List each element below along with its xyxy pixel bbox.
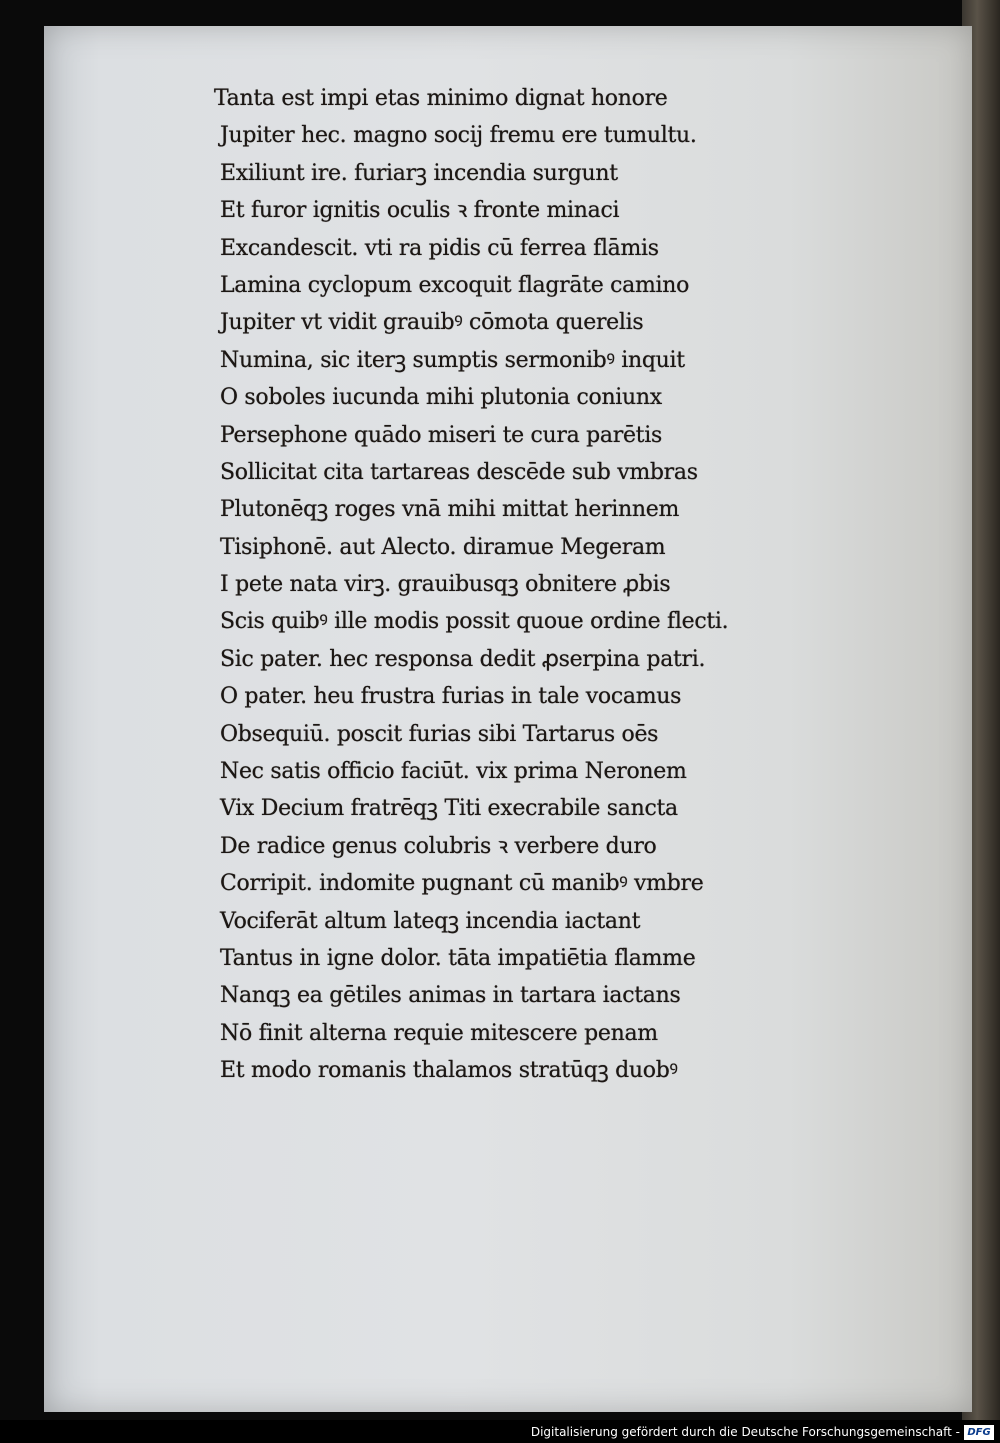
footer-bar <box>0 1420 1000 1443</box>
verse-line-7: Jupiter vt vidit grauibꝰ cōmota querelis <box>220 310 644 336</box>
verse-line-17: O pater. heu frustra furias in tale vocamus <box>220 684 682 710</box>
verse-line-3: Exiliunt ire. furiarꝫ incendia surgunt <box>220 160 618 186</box>
verse-line-14: I pete nata virꝫ. grauibusqꝫ obnitere ꝓbis <box>220 572 671 598</box>
verse-line-11: Sollicitat cita tartareas descēde sub vmbras <box>220 459 698 485</box>
verse-line-10: Persephone quādo miseri te cura parētis <box>220 422 662 448</box>
verse-line-2: Jupiter hec. magno socij fremu ere tumultu. <box>220 123 697 149</box>
verse-line-27: Et modo romanis thalamos stratūqꝫ duobꝰ <box>220 1058 678 1084</box>
verse-line-15: Scis quibꝰ ille modis possit quoue ordine flecti. <box>220 609 729 635</box>
funding-credit: Digitalisierung gefördert durch die Deutsche Forschungsgemeinschaft - <box>530 1425 960 1439</box>
verse-line-22: Corripit. indomite pugnant cū manibꝰ vmbre <box>220 871 704 897</box>
verse-line-13: Tisiphonē. aut Alecto. diramue Megeram <box>220 534 666 560</box>
verse-line-21: De radice genus colubris ꝛ verbere duro <box>220 833 657 859</box>
text-block <box>212 80 772 1090</box>
verse-line-20: Vix Decium fratrēqꝫ Titi execrabile sancta <box>220 796 678 822</box>
verse-line-5: Excandescit. vti ra pidis cū ferrea flāmis <box>220 235 659 261</box>
verse-line-19: Nec satis officio faciūt. vix prima Neronem <box>220 759 687 785</box>
verse-line-6: Lamina cyclopum excoquit flagrāte camino <box>220 272 690 298</box>
verse-line-9: O soboles iucunda mihi plutonia coniunx <box>220 385 662 411</box>
verse-line-26: Nō finit alterna requie mitescere penam <box>220 1020 658 1046</box>
verse-line-8: Numina, sic iterꝫ sumptis sermonibꝰ inquit <box>220 347 685 373</box>
verse-line-1: Tanta est impi etas minimo dignat honore <box>214 86 668 111</box>
verse-line-12: Plutonēqꝫ roges vnā mihi mittat herinnem <box>220 497 680 523</box>
verse-line-23: Vociferāt altum lateqꝫ incendia iactant <box>220 908 641 934</box>
verse-line-24: Tantus in igne dolor. tāta impatiētia flamme <box>220 945 696 971</box>
verse-line-4: Et furor ignitis oculis ꝛ fronte minaci <box>220 198 620 224</box>
verse-line-18: Obsequiū. poscit furias sibi Tartarus oēs <box>220 721 659 747</box>
verse-line-16: Sic pater. hec responsa dedit ꝓserpina patri. <box>220 646 706 672</box>
verse-line-25: Nanqꝫ ea gētiles animas in tartara iactans <box>220 983 681 1009</box>
dfg-logo-icon: DFG <box>964 1425 994 1440</box>
